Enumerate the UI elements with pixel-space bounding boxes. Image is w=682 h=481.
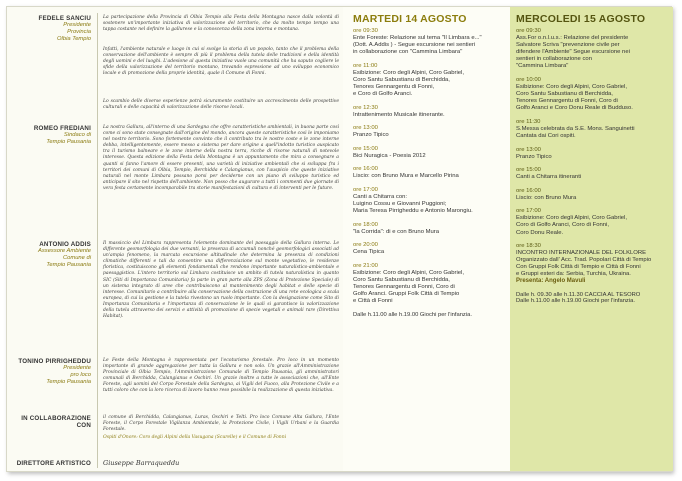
sponsor-frediani: ROMEO FREDIANI Sindaco di Tempio Pausania: [33, 125, 91, 145]
event-description: Coro Santu Sabustianu di Berchidda,: [353, 277, 450, 284]
event-description: Esibizione: Coro degli Alpini, Coro Gabriel,: [516, 83, 627, 90]
event-description: INCONTRO INTERNAZIONALE DEL FOLKLORE: [516, 250, 647, 257]
tuesday-column: [347, 7, 507, 471]
schedule-event: [516, 28, 666, 70]
text-province-2: Infatti, l'ambiente naturale e luogo in cui si svolge la storia di un popolo, tanto che il problema della conservazione dell'ambiente è sempre di più il problema della tutela delle tradizioni e della identità degli uomini e del luoghi. L'adesione al questa iniziativa vuole una comunità che ha saputo cogliere le sfide della valorizzazione del territorio montano, trovando espressione ad uno sviluppo economico locale e di promozione della proprie identità, quale il Comune di Fonni.: [103, 47, 339, 77]
event-time: ore 09:30: [353, 28, 378, 34]
text-guests: Ospiti d'Onore: Coro degli Alpini della Vasugana (Scurelle) e il Comune di Fonni: [103, 435, 287, 440]
event-description: Pranzo Tipico: [353, 132, 389, 139]
event-description: Liscio: con Bruno Mura: [516, 194, 577, 201]
schedule-event: [516, 243, 666, 286]
event-description: Tenores Gennargentu di Fonni, Coro di: [516, 98, 618, 105]
wednesday-title: MERCOLEDI 15 AGOSTO: [516, 13, 646, 25]
event-time: ore 15:00: [353, 145, 378, 152]
sponsor-pirrigheddu: TONINO PIRRIGHEDDU Presidente pro loco Tempio Pausania: [18, 358, 91, 385]
event-description: Cena Tipica: [353, 249, 385, 256]
schedule-event: [516, 188, 666, 202]
event-description: Ente Foreste: Relazione sul tema "Il Limbara e...": [353, 35, 482, 41]
event-description: Esibizione: Coro degli Alpini, Coro Gabriel,: [516, 215, 627, 222]
event-description: Canti a Chitarra itineranti: [516, 174, 582, 181]
event-description: "Cammina Limbara": [516, 63, 569, 70]
event-description: S.Messa celebrata da S.E. Mons. Sanguinetti: [516, 125, 635, 132]
event-time: ore 17:00: [516, 208, 541, 215]
event-description: Coro di Golfo Aranci, Coro di Fonni,: [516, 222, 609, 229]
artistic-director-label: DIRETTORE ARTISTICO: [16, 460, 91, 467]
event-description: Coro Santu Sabustianu di Berchidda,: [353, 76, 450, 83]
event-description: Esibizione: Coro degli Alpini, Coro Gabriel,: [353, 69, 464, 76]
schedule-event: [353, 105, 503, 119]
schedule-event: [353, 166, 503, 180]
sponsor-addis: ANTONIO ADDIS Assessore Ambiente Comune di Tempio Pausania: [38, 241, 91, 268]
event-description: Salvatore Scriva "prevenzione civile per: [516, 42, 620, 49]
event-description: Ass.For o.n.l.u.s.: Relazione del presidente: [516, 35, 629, 41]
text-mayor: La nostra Gallura, all'interno di una Sardegna che offre caratteristiche ambientali, in buona parte così come ci sono state consegnate dall'origine del mondo, ancora queste caratteristiche così le imponiamo nel nostro territorio. Sono fortemente convinto che il contributo tra le nostre coste e le zone interne debba, intelligentemente, essere messo a sistema per dare origine a quell'indotto turistico auspicato tra il turismo balneare e le zone interne della nostra terra, ricche di risorse naturali di notevole interesse. Questa edizione della Festa della Montagna è un appuntamento che mira a consegnare a quanti si fanno l'amore di essere presenti, una varietà di iniziative ambientali che si sviluppa fra i territori dei comuni di Olbia, Tempio, Berchidda e Calangianus, con l'auspicio che queste iniziative naturali nel monte Limbara possano porsi per deciderne con un piano di sviluppo turistico ed anticipare il sito nel rispetto dell'ambiente. Non posso che augurare a tutti i commenti due giornate di vera festa certamente incomparabile tra storie manifestazioni di cultura e di interventi per le future.: [103, 125, 339, 191]
event-time: ore 11:00: [353, 62, 378, 69]
schedule-event: [516, 167, 666, 181]
director-name: Giuseppe Barraqueddu: [103, 459, 180, 467]
event-time: ore 15:00: [516, 167, 541, 174]
event-description: Tenores Gennargentu di Fonni,: [353, 83, 435, 90]
event-time: ore 17:00: [353, 187, 378, 194]
event-description: Tenores Gennargentu di Fonni, Coro di: [353, 284, 455, 291]
wednesday-events: [510, 28, 673, 286]
event-time: ore 11:30: [516, 118, 541, 125]
wednesday-footer: Dalle h. 09.30 alle h.11.30 CACCIA AL TESORO Dalle h.11.00 alle h.19.00 Giochi per l'infanzia.: [516, 292, 641, 305]
event-time: ore 16:00: [516, 187, 541, 194]
event-description: Golfo Aranci. Gruppi Folk Città di Tempio: [353, 291, 460, 298]
schedule-event: [353, 28, 503, 56]
text-collaboration: il comune di Berchidda, Calangianus, Luras, Oschiri e Telti. Pro loco Comune Alta Gallura, l'Ente Foreste, il Corpo Forestale Vigilanza Ambientale, la Protezione Civile, i Vigili Urbani e la Guardia Forestale.: [103, 415, 339, 433]
schedule-event: [516, 208, 666, 236]
event-time: ore 20:00: [353, 242, 378, 249]
event-time: ore 09:30: [516, 28, 541, 34]
event-description: Esibizione: Coro degli Alpini, Coro Gabriel,: [353, 270, 464, 276]
schedule-event: [353, 263, 503, 305]
text-environment: Il massiccio del Limbara rappresenta l'elemento dominante del paesaggio della Gallura interna. Le differente geomorfologia dei due versanti, la presenza di accumuli nonché geomorfologici associati ad un'ampia fenomeno, la marcata escursione altitudinale che determina la presenza di condizioni climatiche differenti e tali da consentire una differenziazione sul monte vegetativo, le residenze floristica, costituiscono gli elementi fondamentali che rendono importante naturalistico-ambientale e paesaggistico. L'intero territorio sul Limbara costituisce un ambito di tutela naturalistica in quanto SIC (Siti di Importanza Comunitaria) fa parte in gran parte alla ZPS (Zona di Protezione Speciale) di un sistema integrato di aree che contribuiscono al mantenimento degli habitat e delle specie di interesse. Comunitario a contribuire alla conservazione della costruzione di una rete ecologica a scala europea, di cui la gestione e la tutela rivestono un ruolo importante. Con la designazione come Sito di Importanza Comunitaria e l'importanza di conservazione le le quali si garantisce la valorizzazione della tutela attraverso dei servizi e attività di promozione di specie vegetali e animali rare (Direttiva Habitat).: [103, 241, 339, 320]
event-description: Canti a Chitarra con:: [353, 194, 408, 201]
schedule-event: [353, 63, 503, 98]
schedule-event: [353, 222, 503, 236]
schedule-event: [516, 77, 666, 112]
schedule-event: [353, 146, 503, 160]
event-description: in collaborazione con "Cammina Limbara": [353, 49, 463, 56]
event-time: ore 18:00: [353, 221, 378, 228]
event-description: Coro Santu Sabustianu di Berchidda,: [516, 91, 613, 98]
event-presenter: Presenta: Angelo Mavuli: [516, 278, 586, 285]
program-sheet: [6, 6, 672, 472]
event-description: Golfo Aranci e Coro Donu Reale di Budduso.: [516, 105, 633, 112]
event-description: e Gruppi esteri da: Serbia, Turchia, Ukraina.: [516, 271, 631, 278]
event-description: "la Corrida": di e con Bruno Mura: [353, 228, 440, 235]
event-description: Intrattenimento Musicale itinerante.: [353, 111, 445, 118]
text-province-1: La partecipazione della Provincia di Olbia Tempio alla Festa della Montagna nasce dalla volontà di sostenere un'importante iniziativa di valorizzazione del territorio, che da molto tempo tempo una tappa costante nel definire la gallurese e la conoscenza della zona interna e montana.: [103, 15, 339, 33]
schedule-event: [516, 119, 666, 140]
event-time: ore 16:00: [353, 166, 378, 173]
schedule-event: [353, 125, 503, 139]
event-description: Organizzato dall' Acc. Trad. Popolari Città di Tempio: [516, 257, 652, 264]
wednesday-column: [510, 7, 673, 471]
schedule-event: [516, 147, 666, 161]
event-description: Con Gruppi Folk Città di Tempio e Città di Fonni: [516, 264, 641, 271]
schedule-event: [353, 242, 503, 256]
sponsor-sanciu: FEDELE SANCIU Presidente Provincia Olbia Tempio: [38, 15, 91, 42]
tuesday-title: MARTEDI 14 AGOSTO: [353, 13, 467, 25]
text-proloco: Le Feste della Montagna è rappresentata per l'ecoturismo forestale. Pro loco in un momento importante di grande aggregazione per tutta la Gallura e non solo. Un grazie all'Amministrazione Provinciale di Olbia Tempio, l'Amministrazione Comunale di Tempio Pausania, gli amministratori comunali di Berchidda, Calangianus e Oschiri. Un grazie inoltre a tutte le associazioni che, all'Ente Foreste, agli uomini del Corpo Forestale della Sardegna, ai Vigili del Fuoco, alla Protezione Civile e a tutti coloro che con la loro ricerca di lavoro hanno reso possibile la realizzazione di questa iniziativa.: [103, 358, 339, 394]
event-description: e Città di Fonni: [353, 298, 393, 305]
text-province-3: Lo scambio delle diverse esperienze potrà sicuramente costituire un accrescimento delle prospettive culturali e delle capacità di valorizzazione delle risorse locali.: [103, 99, 339, 111]
schedule-event: [353, 187, 503, 215]
column-divider: [97, 13, 98, 468]
event-time: ore 13:00: [516, 146, 541, 153]
tuesday-events: [347, 28, 507, 305]
event-time: ore 13:00: [353, 125, 378, 132]
tuesday-footer: Dalle h.11.00 alle h.19.00 Giochi per l'infanzia.: [353, 311, 472, 318]
event-time: ore 18:30: [516, 243, 541, 250]
event-description: e Coro di Golfo Aranci.: [353, 91, 413, 98]
collaboration-label: IN COLLABORAZIONE CON: [21, 415, 91, 429]
sponsor-column: [7, 7, 343, 471]
event-description: sentieri in collaborazione con: [516, 56, 592, 63]
event-time: ore 12:30: [353, 104, 378, 111]
event-description: Coro Donu Reale.: [516, 229, 564, 236]
event-description: Cantata dai Cori ospiti.: [516, 132, 576, 139]
event-time: ore 21:00: [353, 263, 378, 269]
event-description: Liscio: con Bruno Mura e Marcello Pirina: [353, 173, 459, 180]
event-description: (Dott. A.Addis ) - Segue escursione nei sentieri: [353, 42, 476, 49]
event-description: Luigino Cossu e Giovanni Puggioni;: [353, 201, 447, 208]
event-time: ore 10:00: [516, 76, 541, 83]
event-description: Bici Nuragica - Poesia 2012: [353, 152, 426, 159]
event-description: difendere l'Ambiente" Segue escursione nei: [516, 49, 630, 56]
event-description: Maria Teresa Pirrigheddu e Antonio Marongiu.: [353, 208, 473, 215]
event-description: Pranzo Tipico: [516, 153, 552, 160]
